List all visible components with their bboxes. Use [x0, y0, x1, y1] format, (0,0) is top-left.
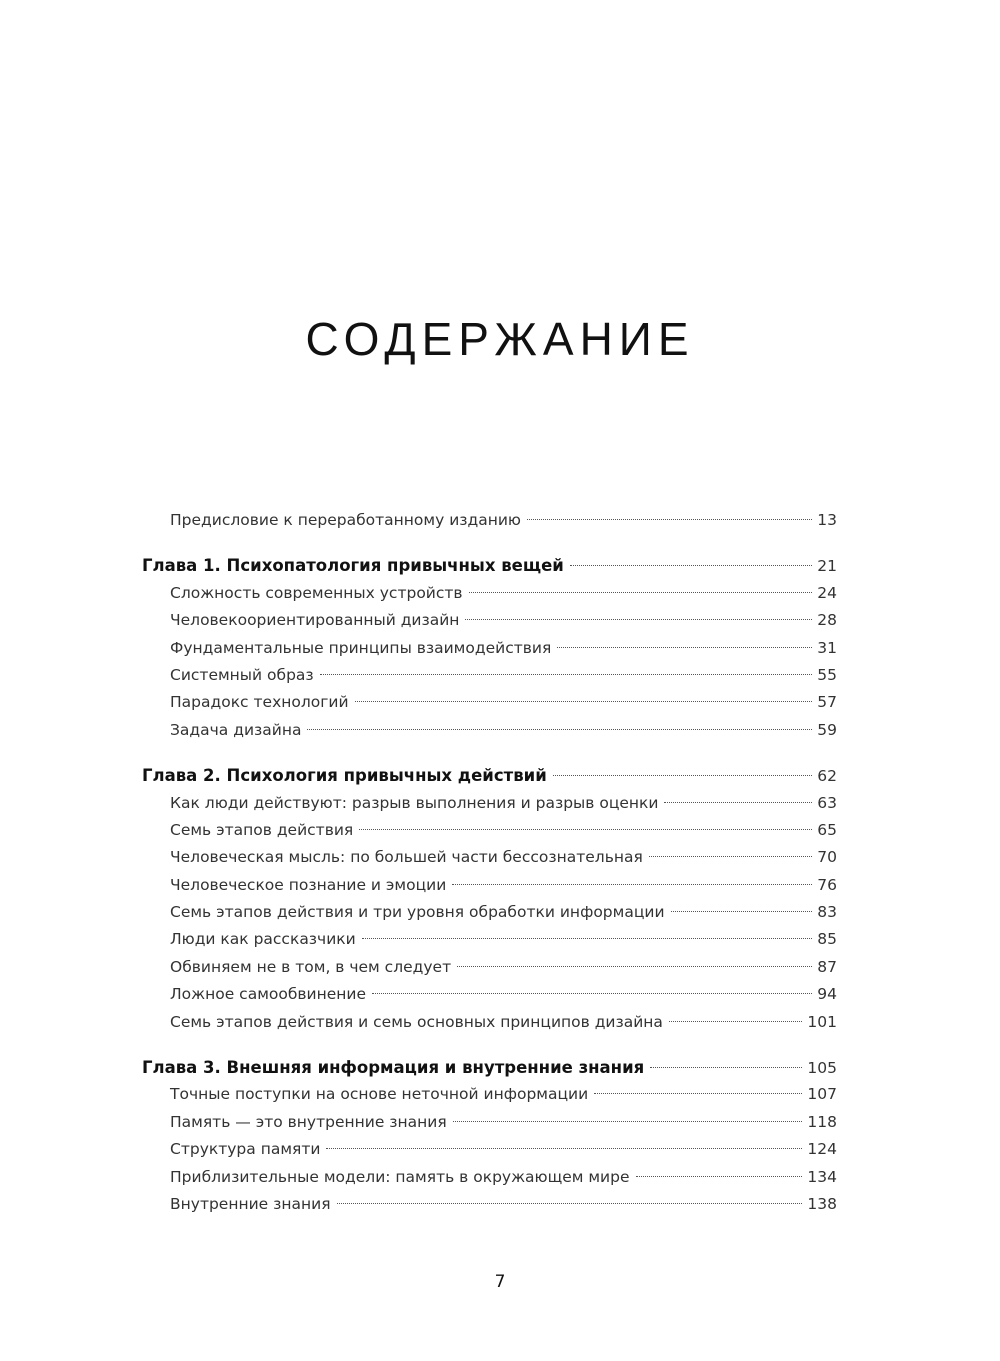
dot-leader: [650, 1067, 802, 1068]
toc-entry[interactable]: [142, 844, 837, 871]
dot-leader: [362, 938, 813, 939]
toc-entry[interactable]: [142, 1136, 837, 1163]
toc-entry-page: 31: [817, 638, 837, 657]
toc-entry-page: 70: [817, 848, 837, 867]
toc-entry-page: 101: [807, 1012, 837, 1031]
toc-entry[interactable]: [142, 981, 837, 1008]
toc-entry-label: Память — это внутренние знания: [170, 1112, 447, 1131]
dot-leader: [570, 565, 812, 566]
toc-entry-label: Точные поступки на основе неточной информации: [170, 1085, 589, 1104]
dot-leader: [453, 1121, 803, 1122]
dot-leader: [465, 619, 812, 620]
toc-chapter-2[interactable]: [142, 762, 837, 789]
dot-leader: [669, 1021, 802, 1022]
toc-chapter-label: Глава 3. Внешняя информация и внутренние знания: [142, 1058, 645, 1078]
toc-entry-page: 21: [817, 557, 837, 576]
toc-entry[interactable]: [142, 580, 837, 607]
toc-entry-label: Человеческая мысль: по большей части бессознательная: [170, 848, 643, 867]
toc-entry-page: 138: [807, 1194, 837, 1213]
toc-entry[interactable]: [142, 1191, 837, 1218]
toc-entry-label: Человеческое познание и эмоции: [170, 875, 447, 894]
toc-entry-label: Человекоориентированный дизайн: [170, 611, 460, 630]
page-number: 7: [494, 1272, 506, 1292]
toc-entry-page: 76: [817, 875, 837, 894]
page-title: СОДЕРЖАНИЕ: [305, 313, 695, 365]
toc-entry-page: 94: [817, 985, 837, 1004]
toc-entry[interactable]: [142, 1109, 837, 1136]
dot-leader: [553, 775, 812, 776]
toc-entry-page: 134: [807, 1167, 837, 1186]
toc-entry-page: 85: [817, 930, 837, 949]
toc-entry-page: 63: [817, 793, 837, 812]
dot-leader: [452, 884, 812, 885]
toc-entry[interactable]: [142, 607, 837, 634]
toc-entry-label: Фундаментальные принципы взаимодействия: [170, 638, 552, 657]
dot-leader: [557, 647, 812, 648]
toc-entry[interactable]: [142, 1081, 837, 1108]
toc-entry-label: Семь этапов действия: [170, 820, 354, 839]
toc-chapter-label: Глава 2. Психология привычных действий: [142, 766, 547, 786]
toc-entry-page: 57: [817, 693, 837, 712]
dot-leader: [326, 1148, 802, 1149]
toc-entry-label: Семь этапов действия и семь основных принципов дизайна: [170, 1012, 663, 1031]
dot-leader: [359, 829, 812, 830]
toc-entry-label: Семь этапов действия и три уровня обработки информации: [170, 903, 665, 922]
dot-leader: [355, 701, 813, 702]
toc-entry[interactable]: [142, 790, 837, 817]
toc-entry[interactable]: [142, 717, 837, 744]
dot-leader: [636, 1176, 803, 1177]
toc-entry-label: Внутренние знания: [170, 1194, 331, 1213]
toc-entry-page: 55: [817, 665, 837, 684]
dot-leader: [469, 592, 813, 593]
toc-entry[interactable]: [142, 689, 837, 716]
toc-entry-page: 118: [807, 1112, 837, 1131]
toc-entry[interactable]: [142, 817, 837, 844]
toc-entry-label: Задача дизайна: [170, 720, 302, 739]
toc-entry-page: 28: [817, 611, 837, 630]
dot-leader: [527, 519, 812, 520]
toc-entry-label: Как люди действуют: разрыв выполнения и разрыв оценки: [170, 793, 659, 812]
toc-entry-page: 87: [817, 957, 837, 976]
toc-entry-label: Предисловие к переработанному изданию: [170, 511, 521, 529]
toc-entry-label: Люди как рассказчики: [170, 930, 356, 949]
dot-leader: [664, 802, 812, 803]
dot-leader: [372, 993, 812, 994]
toc-entry-page: 24: [817, 583, 837, 602]
toc-entry-label: Парадокс технологий: [170, 693, 349, 712]
toc-entry[interactable]: [142, 899, 837, 926]
toc-entry-label: Сложность современных устройств: [170, 583, 463, 602]
dot-leader: [307, 729, 812, 730]
toc-entry[interactable]: [142, 1164, 837, 1191]
toc-entry-page: 59: [817, 720, 837, 739]
toc-entry-preface[interactable]: [142, 507, 837, 534]
dot-leader: [671, 911, 813, 912]
toc-chapter-label: Глава 1. Психопатология привычных вещей: [142, 556, 564, 576]
toc-entry[interactable]: [142, 926, 837, 953]
dot-leader: [594, 1093, 802, 1094]
dot-leader: [649, 856, 812, 857]
toc-entry-label: Системный образ: [170, 665, 314, 684]
dot-leader: [320, 674, 813, 675]
toc-chapter-3[interactable]: [142, 1054, 837, 1081]
toc-chapter-1[interactable]: [142, 552, 837, 579]
dot-leader: [457, 966, 812, 967]
toc-entry-page: 107: [807, 1085, 837, 1104]
toc-entry-label: Структура памяти: [170, 1140, 321, 1159]
toc-entry-page: 105: [807, 1059, 837, 1078]
table-of-contents: [142, 507, 837, 1218]
dot-leader: [337, 1203, 803, 1204]
toc-entry-page: 124: [807, 1140, 837, 1159]
toc-entry-page: 13: [817, 511, 837, 529]
toc-entry-label: Ложное самообвинение: [170, 985, 367, 1004]
toc-entry-label: Приблизительные модели: память в окружающем мире: [170, 1167, 630, 1186]
toc-entry[interactable]: [142, 635, 837, 662]
toc-entry-label: Обвиняем не в том, в чем следует: [170, 957, 452, 976]
toc-entry[interactable]: [142, 1009, 837, 1036]
toc-entry[interactable]: [142, 954, 837, 981]
toc-entry-page: 62: [817, 767, 837, 786]
toc-entry-page: 83: [817, 903, 837, 922]
toc-entry[interactable]: [142, 872, 837, 899]
toc-entry-page: 65: [817, 820, 837, 839]
toc-entry[interactable]: [142, 662, 837, 689]
